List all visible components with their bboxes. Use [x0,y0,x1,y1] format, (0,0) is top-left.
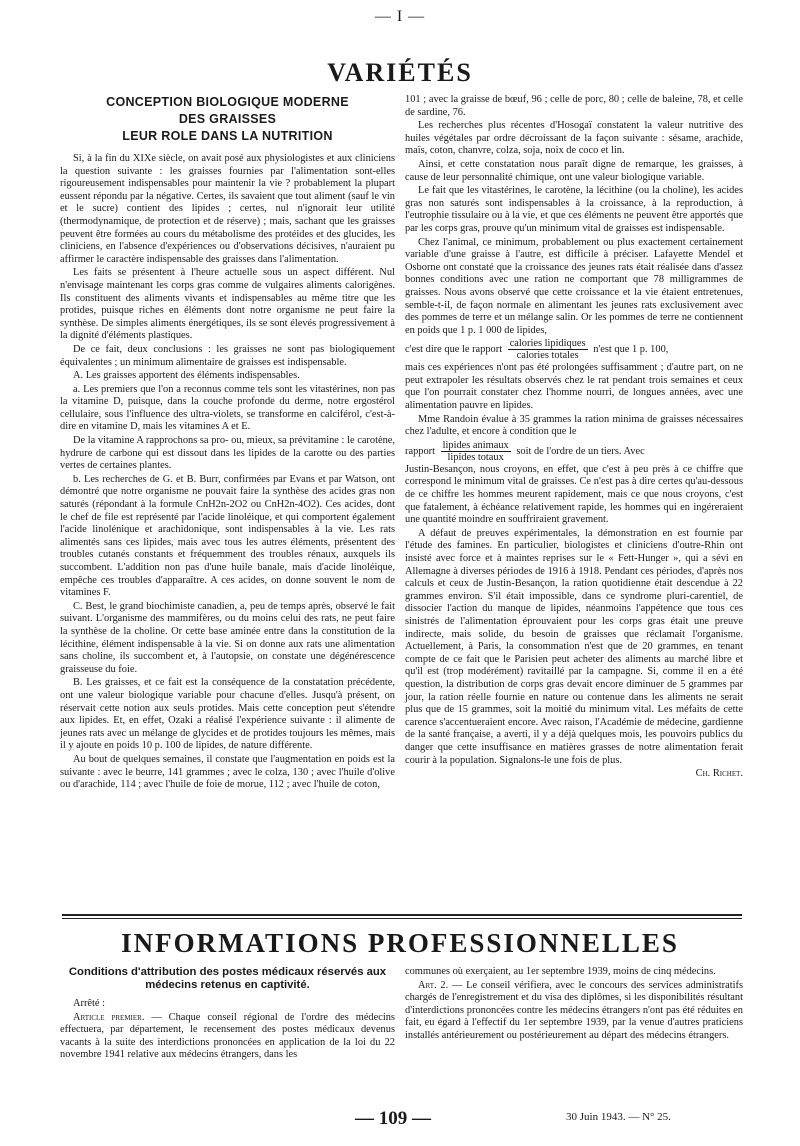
paragraph: De ce fait, deux conclusions : les graisses ne sont pas biologiquement équivalentes ; un minimum alimentaire de graisses est indispensable. [60,343,395,368]
ratio-line [405,338,743,361]
author-signature: Ch. Richet. [695,768,743,780]
article-right-column [405,94,743,782]
article-1-label: Article premier. [73,1011,145,1023]
article-heading-line: CONCEPTION BIOLOGIQUE MODERNE [106,95,349,109]
ratio-numerator: calories lipidiques [509,338,586,350]
paragraph: Chez l'animal, ce minimum, probablement ou plus exactement certainement variable d'une graisse à l'autre, est difficile à préciser. Lafayette Mendel et Osborne ont constaté que la croissance des jeunes rats était réalisée dans d'assez bonnes conditions avec une ration ne comportant que 78 milligrammes de graisses. Nous avons observé que cette croissance et la vie étaient entretenues, semble-t-il, de façon normale en alimentant les jeunes rats exclusivement avec des pommes de terre et un mélange salin. Or les pommes de terre ne contiennent en poids que 1 p. 1 000 de lipides, [405,236,743,336]
article-2-label: Art. 2. [418,979,449,991]
section-title: VARIÉTÉS [327,58,473,87]
article-left-column [60,94,395,793]
paragraph: C. Best, le grand biochimiste canadien, a, peu de temps après, observé le fait suivant. L'organisme des mammifères, ou du moins celui des rats, ne peut faire la synthèse de la choline. Or cette base aminée entre dans la constitution de la lécithine, élément indispensable à la vie. Si on donne aux rats une alimentation sans choline, ils succombent et, à l'autopsie, on constate une dégénérescence graisseuse du foie. [60,600,395,675]
ratio-numerator: lipides animaux [442,439,509,451]
page-number: — 109 — [355,1108,431,1129]
info-subheading: Conditions d'attribution des postes médicaux réservés aux médecins retenus en captivité. [68,966,387,991]
info-section-title: INFORMATIONS PROFESSIONNELLES [121,928,679,958]
paragraph: B. Les graisses, et ce fait est la conséquence de la constatation précédente, ont une valeur biologique variable pour chacune d'elles. Jusqu'à présent, on réservait cette notion aux seuls protides. Mais cette conception peut s'étendre aux lipides. Et, en effet, Ozaki a réalisé l'expérience suivante : il alimente de jeunes rats avec un mélange de glycides et de protides toujours les mêmes, mais il y ajoute en poids 10 p. 100 de lipides, de nature différente. [60,677,395,752]
paragraph: Ainsi, et cette constatation nous paraît digne de remarque, les graisses, à cause de leur personnalité chimique, ont une valeur biologique variable. [405,158,743,183]
info-right-column [405,966,743,1044]
ratio-line [405,440,743,463]
paragraph: A. Les graisses apportent des éléments indispensables. [73,370,300,382]
issue-date: 30 Juin 1943. — N° 25. [566,1111,671,1123]
section-divider [62,914,742,916]
paragraph: 101 ; avec la graisse de bœuf, 96 ; celle de porc, 80 ; celle de baleine, 78, et celle de sardine, 76. [405,94,743,118]
article-heading [60,94,395,145]
article-2 [405,980,743,1043]
article-1-text: — Chaque conseil régional de l'ordre des médecins effectuera, par département, le recensement des postes médicaux devenus vacants à la suite des interdictions prononcées en application de la loi du 22 novembre 1941 relative aux médecins étrangers, dans les [60,1011,395,1061]
paragraph: Mme Randoin évalue à 35 grammes la ration minima de graisses nécessaires chez l'adulte, et encore à condition que le [405,413,743,438]
paragraph: Si, à la fin du XIXe siècle, on avait posé aux physiologistes et aux cliniciens la question suivante : les graisses fournies par l'alimentation sont-elles rigoureusement indispensables pour maintenir la vie ? probablement la plupart eussent répondu par la négative. Certes, ils savaient que tout aliment (sauf le vin et le sucre) contient des lipides ; certes, nul n'ignorait leur utilité (thermodynamique, de protection et de réserve) ; mais, sachant que les graisses peuvent être formées au cours du métabolisme des protéides et des glucides, les cliniciens, en l'absence d'expériences ou d'observations décisives, n'auraient pu affirmer le caractère indispensable des graisses dans l'alimentation. [60,153,395,265]
paragraph: b. Les recherches de G. et B. Burr, confirmées par Evans et par Watson, ont démontré que notre organisme ne pouvait faire la synthèse des acides gras non saturés (répondant à la formule CnH2n-2O2 ou CnH2n-4O2). Ces acides, dont le chef de file est représenté par l'acide linoléique, et qui comportent également l'acide linolénique et arachidonique, sont indispensables à la vie. Les rats alimentés sans ces lipides, mais avec tous les autres éléments, présentent des troubles cutanés constants et fréquemment des troubles rénaux, auxquels ils succombent. L'addition non pas d'une huile banale, mais d'acide linoléique, empêche ces troubles d'apparaître. A ces acides, on donne souvent le nom de vitamines F. [60,473,395,599]
arrete-label: Arrêté : [73,998,106,1009]
paragraph: A défaut de preuves expérimentales, la démonstration en est fournie par l'étude des famines. En particulier, biologistes et cliniciens d'outre-Rhin ont insisté avec force et à maintes reprises sur le « Fett-Hunger », qui a sévi en Allemagne à diverses périodes de 1916 à 1918. Pendant ces périodes, d'après nos calculs et ceux de Justin-Besançon, la ration quotidienne était descendue à 22 grammes environ. S'il était impossible, dans ce syndrome pluri-carentiel, de dissocier l'action du manque de lipides, néanmoins l'appétence que tous ces sinistrés de l'alimentation éprouvaient pour les corps gras était une preuve indirecte, mais solide, du besoin de graisses que réclamait l'organisme. Actuellement, à Paris, la consommation n'est que de 20 grammes, en tenant compte de ce fait que le Parisien peut acheter des aliments au marché libre et qu'il est (trop modérément) ravitaillé par la campagne. Si, comme il en a été question, la distribution de corps gras devait encore diminuer de 5 grammes par jour, la ration réelle fournie en nature ou contenue dans les aliments ne serait plus que de 15 grammes, soit la moitié du minimum vital. Les méfaits de cette carence s'accentueraient encore. Avec raison, l'Académie de médecine, gardienne de la santé française, a averti, il y a déjà quelques mois, les pouvoirs publics du danger que cette insuffisance en matières grasses de notre alimentation ferait courir à la population. Signalons-le une fois de plus. [405,527,743,766]
article-2-text: — Le conseil vérifiera, avec le concours des services administratifs chargés de l'enregistrement et du visa des diplômes, si les disponibilités résultant d'interdictions prononcées contre les médecins étrangers n'ont pas été réduites en fait, eu égard à l'effectif du 1er septembre 1939, par la venue d'autres praticiens installés antérieurement ou postérieurement au départ des médecins étrangers. [405,979,743,1041]
paragraph: mais ces expériences n'ont pas été prolongées suffisamment ; d'autre part, on ne peut extrapoler les résultats observés chez le rat pendant trois semaines et ceux que l'on pourrait constater chez l'homme nourri, de longues années, avec une alimentation pauvre en lipides. [405,362,743,412]
paragraph: Justin-Besançon, nous croyons, en effet, que c'est à peu près à ce chiffre que correspond le minimum vital de graisses. Ce n'est pas à dire certes qu'au-dessous de ce chiffre les hommes meurent rapidement, mais ce que nous croyons, c'est que fatalement, à échéance relativement rapide, les hommes qui en ingéreraient une quantité moindre en souffriraient gravement. [405,463,743,526]
page-marker: — I — [374,8,426,25]
ratio-text-after: n'est que 1 p. 100, [593,344,669,356]
ratio-text-before: c'est dire que le rapport [405,344,503,356]
article-1 [60,1012,395,1062]
article-heading-line: LEUR ROLE DANS LA NUTRITION [122,129,333,143]
paragraph: Au bout de quelques semaines, il constate que l'augmentation en poids est la suivante : avec le beurre, 141 grammes ; avec le colza, 130 ; avec l'huile d'olive ou d'arachide, 114 ; avec l'huile de foie de morue, 112 ; avec l'huile de coton, [60,753,395,791]
paragraph: Le fait que les vitastérines, le carotène, la lécithine (ou la choline), les acides gras non saturés sont indispensables à la croissance, à la reproduction, à l'eutrophie tissulaire ou à la vie, et que ces éléments ne peuvent être apportés que par les corps gras, prouve qu'un minimum vital de graisses est indispensable. [405,185,743,234]
article-heading-line: DES GRAISSES [178,112,277,126]
ratio-denominator: calories totales [516,350,579,362]
ratio-fraction [508,338,588,361]
paragraph: Les faits se présentent à l'heure actuelle sous un aspect différent. Nul n'envisage maintenant les corps gras comme de vulgaires aliments calorigènes. Ils constituent des aliments vivants et indispensables au même titre que les protides, puisque riches en éléments dont notre organisme ne peut faire la synthèse. De simples aliments énergétiques, ils se sont élevés progressivement à la dignité d'éléments plastiques. [60,267,395,342]
paragraph: a. Les premiers que l'on a reconnus comme tels sont les vitastérines, non pas la vitamine D, puisque, dans la couche profonde du derme, notre ergostérol cellulaire, sous l'influence des ultra-violets, se transforme en calciférol, c'est-à-dire en vitamine D, mais les vitamines A et E. [60,383,395,433]
ratio-text-before: rapport [405,445,436,457]
paragraph: communes où exerçaient, au 1er septembre 1939, moins de cinq médecins. [405,966,716,977]
section-divider [62,918,742,919]
paragraph: Les recherches plus récentes d'Hosogaï constatent la valeur nutritive des huiles végétales par ordre décroissant de la façon suivante : sésame, arachide, maïs, coton, chanvre, colza, soja, noix de coco et lin. [405,120,743,157]
info-left-column [60,966,395,1063]
ratio-text-after: soit de l'ordre de un tiers. Avec [516,445,645,457]
paragraph: De la vitamine A rapprochons sa pro- ou, mieux, sa prévitamine : le carotène, hydrure de carbone qui est dissout dans les lipides de la carotte ou des parties vertes de certaines plantes. [60,435,395,472]
ratio-fraction [441,440,511,463]
ratio-denominator: lipides totaux [447,451,504,463]
